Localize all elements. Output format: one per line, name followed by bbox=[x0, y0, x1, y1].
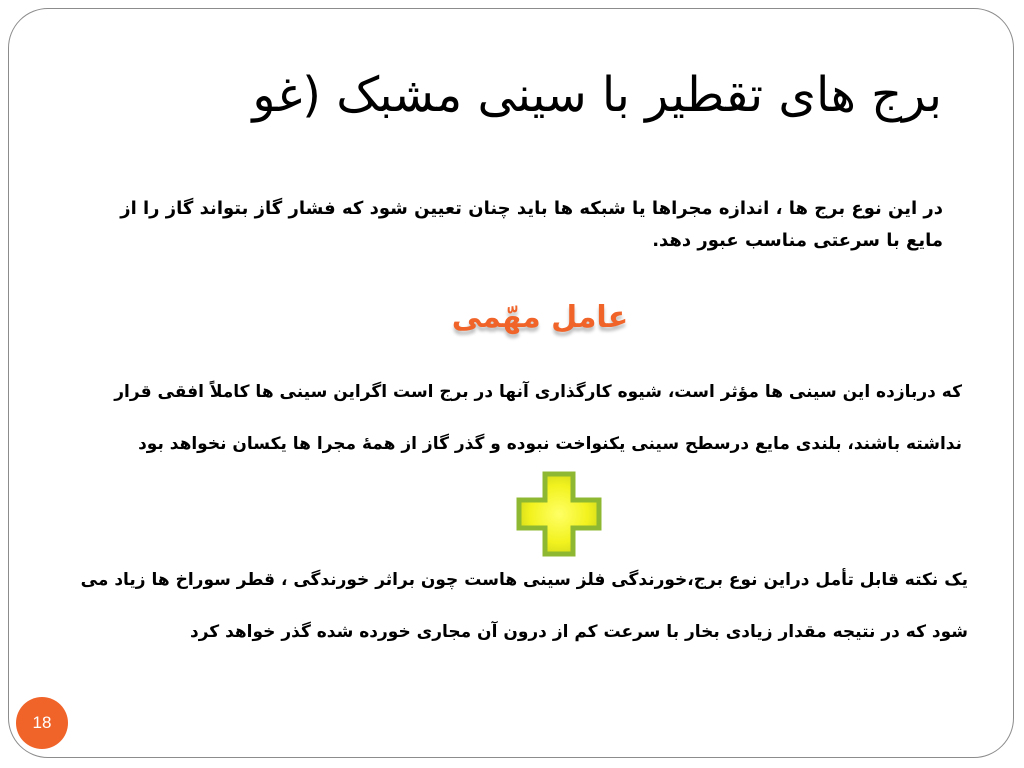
section-heading: عامل مهّمی bbox=[451, 300, 629, 335]
paragraph-tray-installation: که دربازده این سینی ها مؤثر است، شیوه کارگذاری آنها در برج است اگراین سینی ها کاملاً افقی قرار نداشته باشند، بلندی مایع درسطح سینی یکنواخت نبوده و گذر گاز از همهٔ مجرا ها یکسان نخواهد بود bbox=[114, 382, 962, 454]
page-number-badge bbox=[16, 697, 68, 749]
paragraph-corrosion: یک نکته قابل تأمل دراین نوع برج،خورندگی فلز سینی هاست چون براثر خورندگی ، قطر سوراخ ها زیاد می شود که در نتیجه مقدار زیادی بخار با سرعت کم از درون آن مجاری خورده شده گذر خواهد کرد bbox=[80, 570, 968, 642]
plus-icon bbox=[515, 470, 603, 558]
plus-icon-graphic bbox=[515, 470, 603, 558]
page-number: 18 bbox=[32, 713, 52, 732]
paragraph-intro: در این نوع برج ها ، اندازه مجراها یا شبکه ها باید چنان تعیین شود که فشار گاز بتواند گاز را از مایع با سرعتی مناسب عبور دهد. bbox=[120, 198, 943, 251]
slide-title: برج های تقطیر با سینی مشبک (غو bbox=[252, 67, 942, 123]
